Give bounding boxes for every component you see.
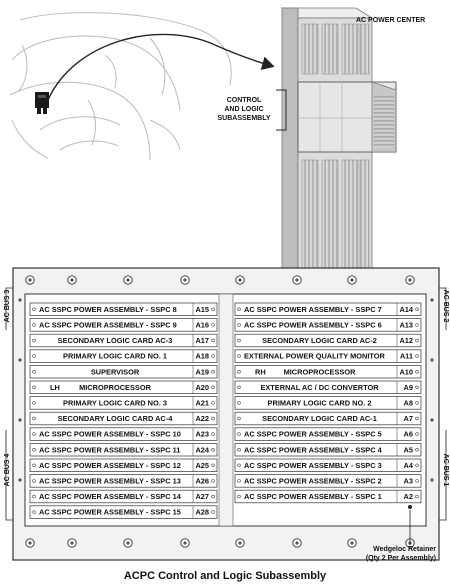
card-slot xyxy=(30,490,217,503)
card-name: AC SSPC POWER ASSEMBLY - SSPC 13 xyxy=(39,476,181,486)
card-slot xyxy=(30,506,217,519)
edge-screw xyxy=(18,298,21,301)
rh-marker: RH xyxy=(255,367,266,377)
bus-label-ac2: AC BUS 2 xyxy=(442,289,449,323)
bus-label-ac1: AC BUS 1 xyxy=(442,453,449,487)
slot-number: A8 xyxy=(403,398,413,408)
card-slot xyxy=(30,350,217,363)
card-slot xyxy=(235,490,421,503)
card-slot xyxy=(235,334,421,347)
slot-number: A16 xyxy=(195,320,209,330)
card-name: SECONDARY LOGIC CARD AC-2 xyxy=(262,336,377,346)
slot-number: A12 xyxy=(399,336,413,346)
card-slot xyxy=(30,397,217,410)
card-name: MICROPROCESSOR xyxy=(283,367,356,377)
wedgeloc-retainer xyxy=(408,505,412,509)
mounting-hole xyxy=(124,276,132,284)
edge-screw xyxy=(430,358,433,361)
mounting-hole xyxy=(236,539,244,547)
control-unit-location-icon xyxy=(35,92,49,114)
ac-power-center-unit xyxy=(282,8,396,278)
card-slot xyxy=(30,459,217,472)
slot-number: A20 xyxy=(195,382,209,392)
mounting-hole xyxy=(68,276,76,284)
card-slot xyxy=(235,303,421,316)
slot-number: A7 xyxy=(403,414,413,424)
aircraft-cockpit-sketch xyxy=(10,13,231,160)
control-logic-label-line2: AND LOGIC xyxy=(224,106,264,113)
card-name: AC SSPC POWER ASSEMBLY - SSPC 5 xyxy=(244,429,382,439)
card-name: AC SSPC POWER ASSEMBLY - SSPC 3 xyxy=(244,460,382,470)
slot-number: A3 xyxy=(403,476,413,486)
card-slot xyxy=(30,334,217,347)
card-slot xyxy=(30,365,217,378)
wedgeloc-label-line1: Wedgeloc Retainer xyxy=(373,546,436,553)
card-slot xyxy=(235,365,421,378)
card-name: AC SSPC POWER ASSEMBLY - SSPC 9 xyxy=(39,320,177,330)
slot-number: A23 xyxy=(195,429,209,439)
slot-number: A11 xyxy=(399,351,413,361)
card-name: AC SSPC POWER ASSEMBLY - SSPC 2 xyxy=(244,476,382,486)
bus-label-ac4: AC BUS 4 xyxy=(4,453,11,487)
card-name: AC SSPC POWER ASSEMBLY - SSPC 14 xyxy=(39,492,181,502)
card-name: AC SSPC POWER ASSEMBLY - SSPC 1 xyxy=(244,492,382,502)
lh-marker: LH xyxy=(50,382,60,392)
mounting-hole xyxy=(181,539,189,547)
control-logic-label-line1: CONTROL xyxy=(226,97,262,104)
slot-number: A5 xyxy=(403,445,413,455)
card-slot xyxy=(235,381,421,394)
mounting-hole xyxy=(236,276,244,284)
ac-power-center-label: AC POWER CENTER xyxy=(356,17,426,24)
mounting-hole xyxy=(348,539,356,547)
mounting-hole xyxy=(124,539,132,547)
slot-number: A24 xyxy=(195,445,209,455)
bus-label-ac3: AC BUS 3 xyxy=(4,289,11,323)
slot-number: A22 xyxy=(195,414,209,424)
location-arrow xyxy=(48,34,272,100)
mounting-hole xyxy=(348,276,356,284)
card-slot xyxy=(30,412,217,425)
slot-number: A26 xyxy=(195,476,209,486)
card-name: SECONDARY LOGIC CARD AC-1 xyxy=(262,414,377,424)
card-slot xyxy=(30,475,217,488)
card-name: MICROPROCESSOR xyxy=(79,382,151,392)
card-slot xyxy=(30,428,217,441)
slot-number: A25 xyxy=(195,460,209,470)
edge-screw xyxy=(18,418,21,421)
slot-number: A10 xyxy=(399,367,413,377)
slot-number: A18 xyxy=(195,351,209,361)
edge-screw xyxy=(430,298,433,301)
slot-number: A9 xyxy=(403,382,413,392)
card-name: EXTERNAL AC / DC CONVERTOR xyxy=(260,382,379,392)
figure-caption: ACPC Control and Logic Subassembly xyxy=(123,570,327,582)
slot-number: A28 xyxy=(195,507,209,517)
card-name: AC SSPC POWER ASSEMBLY - SSPC 15 xyxy=(39,507,181,517)
card-slot xyxy=(30,319,217,332)
slot-number: A17 xyxy=(195,336,209,346)
card-name: AC SSPC POWER ASSEMBLY - SSPC 4 xyxy=(244,445,382,455)
edge-screw xyxy=(430,478,433,481)
slot-number: A19 xyxy=(195,367,209,377)
mounting-hole xyxy=(26,539,34,547)
card-slot xyxy=(235,443,421,456)
card-slot xyxy=(30,443,217,456)
card-name: PRIMARY LOGIC CARD NO. 1 xyxy=(63,351,167,361)
mounting-hole xyxy=(406,276,414,284)
edge-screw xyxy=(18,478,21,481)
edge-screw xyxy=(430,418,433,421)
card-name: PRIMARY LOGIC CARD NO. 3 xyxy=(63,398,167,408)
mounting-hole xyxy=(68,539,76,547)
card-slot xyxy=(30,303,217,316)
edge-screw xyxy=(18,358,21,361)
slot-number: A13 xyxy=(399,320,413,330)
card-name: AC SSPC POWER ASSEMBLY - SSPC 10 xyxy=(39,429,181,439)
card-slot xyxy=(235,350,421,363)
card-slot xyxy=(235,397,421,410)
slot-number: A2 xyxy=(403,492,413,502)
mounting-hole xyxy=(181,276,189,284)
slot-number: A4 xyxy=(403,460,413,470)
card-slot xyxy=(235,428,421,441)
card-name: AC SSPC POWER ASSEMBLY - SSPC 12 xyxy=(39,460,181,470)
card-name: SUPERVISOR xyxy=(90,367,140,377)
card-slot xyxy=(235,319,421,332)
slot-number: A15 xyxy=(195,304,209,314)
card-slot xyxy=(235,459,421,472)
card-name: SECONDARY LOGIC CARD AC-3 xyxy=(57,336,173,346)
card-name: AC SSPC POWER ASSEMBLY - SSPC 6 xyxy=(244,320,382,330)
slot-number: A14 xyxy=(399,304,413,314)
mounting-hole xyxy=(293,276,301,284)
mounting-hole xyxy=(26,276,34,284)
card-name: AC SSPC POWER ASSEMBLY - SSPC 7 xyxy=(244,304,382,314)
card-name: AC SSPC POWER ASSEMBLY - SSPC 11 xyxy=(39,445,181,455)
card-name: AC SSPC POWER ASSEMBLY - SSPC 8 xyxy=(39,304,177,314)
card-name: PRIMARY LOGIC CARD NO. 2 xyxy=(267,398,372,408)
card-slot xyxy=(30,381,217,394)
control-logic-label-line3: SUBASSEMBLY xyxy=(217,115,271,122)
slot-number: A27 xyxy=(195,492,209,502)
card-slot xyxy=(235,412,421,425)
mounting-hole xyxy=(293,539,301,547)
card-name: SECONDARY LOGIC CARD AC-4 xyxy=(57,414,173,424)
card-name: EXTERNAL POWER QUALITY MONITOR xyxy=(244,351,385,361)
slot-number: A21 xyxy=(195,398,209,408)
wedgeloc-label-line2: (Qty 2 Per Assembly) xyxy=(365,555,436,562)
card-slot xyxy=(235,475,421,488)
slot-number: A6 xyxy=(403,429,413,439)
